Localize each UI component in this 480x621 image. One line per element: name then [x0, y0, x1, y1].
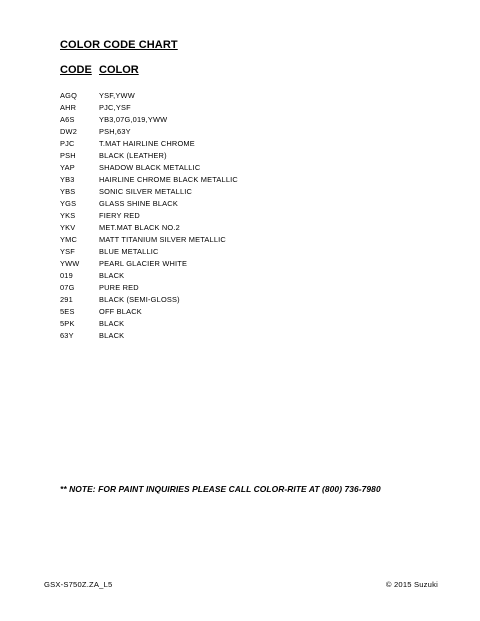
color-code-cell: 07G	[60, 283, 75, 292]
color-code-cell: 5ES	[60, 307, 75, 316]
color-code-cell: A6S	[60, 115, 75, 124]
table-row	[60, 282, 440, 294]
color-code-cell: YWW	[60, 259, 80, 268]
color-name-cell: BLACK	[99, 271, 125, 280]
color-name-cell: BLACK	[99, 319, 125, 328]
color-code-cell: YBS	[60, 187, 76, 196]
color-name-cell: PJC,YSF	[99, 103, 131, 112]
table-row	[60, 246, 440, 258]
table-row	[60, 318, 440, 330]
table-row	[60, 126, 440, 138]
table-row	[60, 90, 440, 102]
color-code-list	[60, 90, 440, 342]
column-header-code: CODE	[60, 64, 92, 76]
table-row	[60, 222, 440, 234]
table-row	[60, 330, 440, 342]
color-name-cell: MATT TITANIUM SILVER METALLIC	[99, 235, 226, 244]
color-code-cell: AHR	[60, 103, 77, 112]
table-row	[60, 114, 440, 126]
color-name-cell: PEARL GLACIER WHITE	[99, 259, 188, 268]
color-name-cell: BLACK (SEMI-GLOSS)	[99, 295, 180, 304]
color-name-cell: MET.MAT BLACK NO.2	[99, 223, 180, 232]
table-row	[60, 162, 440, 174]
color-code-cell: YGS	[60, 199, 77, 208]
color-code-cell: YB3	[60, 175, 75, 184]
table-row	[60, 270, 440, 282]
color-code-cell: PJC	[60, 139, 75, 148]
color-code-cell: YKV	[60, 223, 76, 232]
table-row	[60, 150, 440, 162]
color-name-cell: BLACK	[99, 331, 125, 340]
table-row	[60, 234, 440, 246]
color-name-cell: YSF,YWW	[99, 91, 135, 100]
color-name-cell: GLASS SHINE BLACK	[99, 199, 178, 208]
color-code-cell: 5PK	[60, 319, 75, 328]
table-row	[60, 210, 440, 222]
color-name-cell: OFF BLACK	[99, 307, 142, 316]
color-code-cell: PSH	[60, 151, 76, 160]
color-code-cell: YSF	[60, 247, 75, 256]
color-name-cell: PURE RED	[99, 283, 139, 292]
table-row	[60, 102, 440, 114]
color-name-cell: PSH,63Y	[99, 127, 131, 136]
paint-inquiry-note: ** NOTE: FOR PAINT INQUIRIES PLEASE CALL COLOR-RITE AT (800) 736-7980	[60, 484, 381, 494]
color-name-cell: FIERY RED	[99, 211, 140, 220]
footer-model-code: GSX-S750Z.ZA_L5	[44, 580, 113, 589]
column-header-color: COLOR	[99, 64, 139, 76]
color-name-cell: T.MAT HAIRLINE CHROME	[99, 139, 195, 148]
color-code-cell: 63Y	[60, 331, 74, 340]
page-title: COLOR CODE CHART	[60, 39, 178, 51]
color-name-cell: BLUE METALLIC	[99, 247, 159, 256]
color-name-cell: YB3,07G,019,YWW	[99, 115, 168, 124]
color-name-cell: SHADOW BLACK METALLIC	[99, 163, 201, 172]
color-code-cell: YKS	[60, 211, 76, 220]
color-code-cell: 291	[60, 295, 73, 304]
table-row	[60, 174, 440, 186]
color-code-cell: DW2	[60, 127, 78, 136]
table-row	[60, 186, 440, 198]
table-row	[60, 258, 440, 270]
table-row	[60, 294, 440, 306]
table-row	[60, 198, 440, 210]
footer-copyright: © 2015 Suzuki	[385, 580, 438, 589]
color-name-cell: BLACK (LEATHER)	[99, 151, 167, 160]
color-code-cell: AGQ	[60, 91, 78, 100]
color-name-cell: HAIRLINE CHROME BLACK METALLIC	[99, 175, 238, 184]
color-code-cell: 019	[60, 271, 73, 280]
table-row	[60, 138, 440, 150]
color-name-cell: SONIC SILVER METALLIC	[99, 187, 193, 196]
color-code-cell: YMC	[60, 235, 78, 244]
color-code-cell: YAP	[60, 163, 75, 172]
table-row	[60, 306, 440, 318]
